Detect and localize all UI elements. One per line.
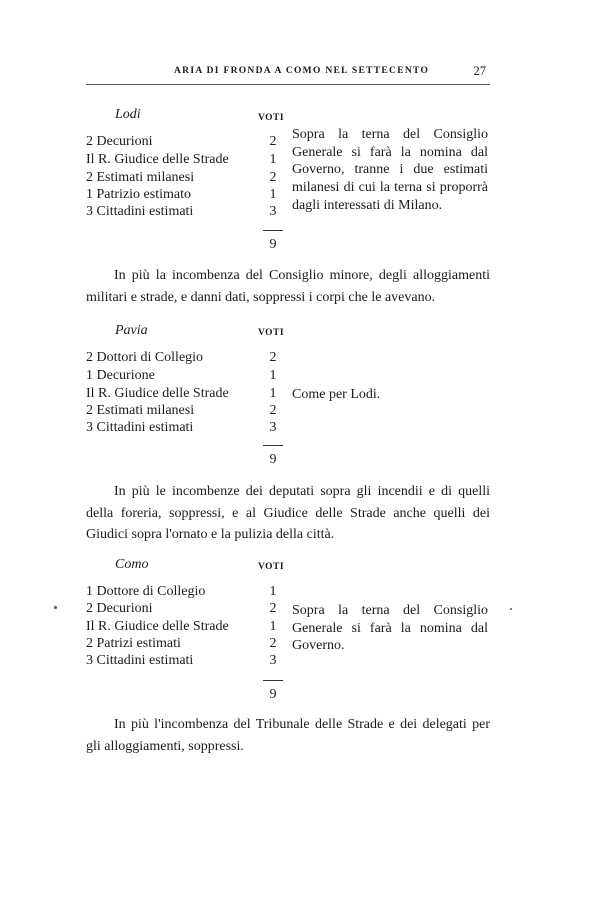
row-label: 3 Cittadini estimati [86,653,194,668]
row-label: 2 Estimati milanesi [86,403,195,418]
row-votes: 1 [269,619,277,634]
vote-row [86,584,286,602]
row-votes: 3 [269,653,277,668]
margin-speck [54,606,57,609]
sum-rule [263,230,283,231]
vote-row [86,170,286,188]
vote-row [86,368,286,386]
vote-row [86,187,286,205]
row-votes: 3 [269,420,277,435]
header-title: ARIA DI FRONDA A COMO NEL SETTECENTO [174,66,430,76]
voti-label: VOTI [258,328,285,338]
voti-label: VOTI [258,562,285,572]
row-label: 3 Cittadini estimati [86,420,194,435]
vote-row [86,601,286,619]
row-votes: 2 [269,350,277,365]
vote-row [86,420,286,438]
section-note: Come per Lodi. [292,387,381,402]
city-title: Lodi [115,107,141,122]
row-label: 2 Patrizi estimati [86,636,181,651]
row-votes: 3 [269,204,277,219]
paragraph: In più l'incombenza del Tribunale delle Strade e dei delegati per gli alloggiamenti, soppressi. [86,717,490,754]
row-votes: 2 [269,134,277,149]
vote-row [86,204,286,222]
row-votes: 2 [269,601,277,616]
city-title: Pavia [115,323,148,338]
row-label: 2 Decurioni [86,601,153,616]
sum-rule [263,445,283,446]
vote-row [86,350,286,368]
vote-row [86,152,286,170]
row-label: 1 Patrizio estimato [86,187,191,202]
city-title: Como [115,557,149,572]
row-votes: 2 [269,170,277,185]
row-votes: 2 [269,403,277,418]
row-label: 2 Dottori di Collegio [86,350,204,365]
row-votes: 1 [269,368,277,383]
vote-total: 9 [269,237,277,252]
vote-total: 9 [269,687,277,702]
sum-rule [263,680,283,681]
vote-row [86,653,286,671]
vote-row [86,619,286,637]
row-votes: 1 [269,386,277,401]
row-label: 2 Decurioni [86,134,153,149]
vote-row [86,636,286,654]
row-label: Il R. Giudice delle Strade [86,619,229,634]
vote-row [86,403,286,421]
row-label: 1 Dottore di Collegio [86,584,206,599]
margin-speck [510,608,512,610]
voti-label: VOTI [258,113,285,123]
row-votes: 1 [269,584,277,599]
row-label: 3 Cittadini estimati [86,204,194,219]
paragraph: In più le incombenze dei deputati sopra gli incendii e di quelli della foreria, soppressi, e al Giudice delle Strade anche quelli dei Giudici sopra l'ornato e la pulizia della città. [86,484,490,542]
vote-row [86,134,286,152]
row-votes: 2 [269,636,277,651]
section-note: Sopra la terna del Consiglio Generale si farà la nomina dal Governo. [292,603,488,654]
row-votes: 1 [269,152,277,167]
row-votes: 1 [269,187,277,202]
row-label: 1 Decurione [86,368,155,383]
page-number: 27 [473,64,486,78]
vote-row [86,386,286,404]
running-header [86,64,490,85]
paragraph: In più la incombenza del Consiglio minore, degli alloggiamenti militari e strade, e danni dati, soppressi i corpi che le avevano. [86,268,490,305]
vote-total: 9 [269,452,277,467]
row-label: Il R. Giudice delle Strade [86,386,229,401]
row-label: 2 Estimati milanesi [86,170,195,185]
row-label: Il R. Giudice delle Strade [86,152,229,167]
section-note: Sopra la terna del Consiglio Generale si farà la nomina dal Governo, tranne i due estimati milanesi di cui la terna si proporrà dagli interessati di Milano. [292,127,488,213]
